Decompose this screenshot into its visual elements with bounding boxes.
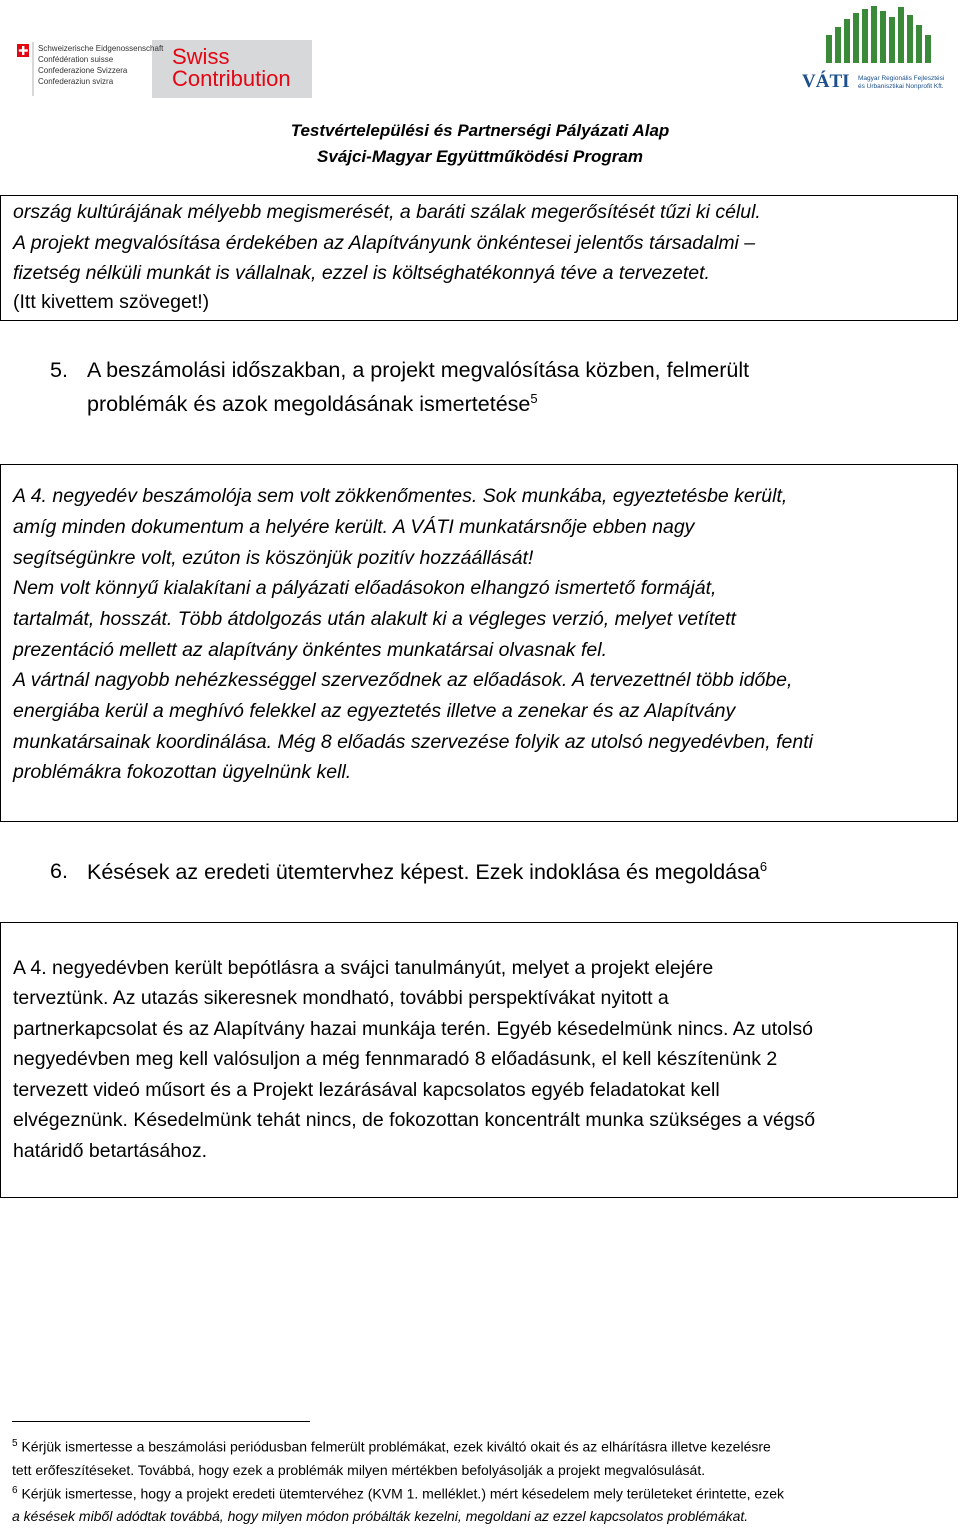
vati-subtitle	[858, 75, 944, 91]
wordmark-line1: Swiss	[172, 44, 230, 69]
confederation-line: Schweizerische Eidgenossenschaft	[38, 44, 164, 53]
footnote-text: Kérjük ismertesse a beszámolási periódusban felmerült problémákat, ezek kiváltó okait és az elhárításra illetve kezelésre	[21, 1438, 771, 1455]
vati-bars-graphic	[800, 5, 952, 65]
footnote-5-line2: tett erőfeszítéseket. Továbbá, hogy ezek a problémák milyen mértékben befolyásolják a projekt megvalósulását.	[12, 1462, 706, 1478]
vati-subtitle-line1: Magyar Regionális Fejlesztési	[858, 75, 945, 82]
vati-logo	[800, 5, 952, 100]
paragraph-line: partnerkapcsolat és az Alapítvány hazai munkája terén. Egyéb késedelmünk nincs. Az utolsó	[13, 1018, 813, 1040]
paragraph-line: elvégeznünk. Késedelmünk tehát nincs, de fokozottan koncentrált munka szükséges a végső	[13, 1109, 816, 1131]
vati-wordmark: VÁTI	[802, 71, 850, 92]
confederation-line: Confédération suisse	[38, 55, 114, 64]
section6-number: 6.	[50, 859, 68, 883]
paragraph-line: ország kultúrájának mélyebb megismerését, a baráti szálak megerősítését tűzi ki célul.	[13, 201, 761, 223]
footnote-separator	[12, 1421, 310, 1422]
swiss-contribution-logo	[14, 40, 312, 98]
paragraph-line: A 4. negyedév beszámolója sem volt zökkenőmentes. Sok munkába, egyeztetésbe került,	[13, 485, 788, 507]
footnote-5-line1	[12, 1438, 771, 1455]
footnote-number: 5	[12, 1438, 18, 1449]
section6-title-text: Késések az eredeti ütemtervhez képest. Ezek indoklása és megoldása	[87, 860, 760, 885]
wordmark-line2: Contribution	[172, 66, 291, 91]
paragraph-line: terveztünk. Az utazás sikeresnek mondható, további perspektívákat nyitott a	[13, 987, 669, 1009]
paragraph-line: tartalmát, hosszát. Több átdolgozás után alakult ki a végleges verzió, melyet vetített	[13, 608, 736, 630]
confederation-line: Confederaziun svizra	[38, 77, 114, 86]
confederation-line: Confederazione Svizzera	[38, 66, 128, 75]
footnote-text: Kérjük ismertesse, hogy a projekt eredeti ütemtervéhez (KVM 1. melléklet.) mért késedelem mely területeket érintette, ezek	[21, 1485, 784, 1502]
paragraph-line: amíg minden dokumentum a helyére került. A VÁTI munkatársnője ebben nagy	[13, 516, 695, 538]
header-title-line2: Svájci-Magyar Együttműködési Program	[317, 147, 643, 166]
previous-section-box	[0, 195, 958, 321]
footnote-6-line1	[12, 1485, 784, 1502]
paragraph-line: negyedévben meg kell valósuljon a még fennmaradó 8 előadásunk, el kell készítenünk 2	[13, 1048, 778, 1070]
section5-title-text: problémák és azok megoldásának ismertetése	[87, 392, 531, 417]
paragraph-line: problémákra fokozottan ügyelnünk kell.	[13, 761, 352, 783]
paragraph-line: A vártnál nagyobb nehézkességgel szerveződnek az előadások. A tervezettnél több időbe,	[13, 669, 793, 691]
paragraph-line: munkatársainak koordinálása. Még 8 előadás szervezése folyik az utolsó negyedévben, fenti	[13, 731, 813, 753]
paragraph-line: energiába kerül a meghívó felekkel az egyeztetés illetve a zenekar és az Alapítvány	[13, 700, 736, 722]
paragraph-line: határidő betartásához.	[13, 1140, 208, 1162]
header-title-line1: Testvértelepülési és Partnerségi Pályázati Alap	[290, 121, 670, 140]
section5-number: 5.	[50, 358, 68, 382]
confederation-names	[38, 43, 163, 87]
paragraph-line: A 4. negyedévben került bepótlásra a svájci tanulmányút, melyet a projekt elejére	[13, 957, 714, 979]
footnote-number: 6	[12, 1485, 18, 1496]
removed-text-note: (Itt kivettem szöveget!)	[13, 291, 210, 313]
paragraph-line: tervezett videó műsort és a Projekt lezárásával kapcsolatos egyéb feladatokat kell	[13, 1079, 720, 1101]
paragraph-line: prezentáció mellett az alapítvány önkéntes munkatársai olvasnak fel.	[13, 639, 607, 661]
section5-title-line1: A beszámolási időszakban, a projekt megvalósítása közben, felmerült	[87, 358, 750, 382]
paragraph-line: Nem volt könnyű kialakítani a pályázati előadásokon elhangzó ismertető formáját,	[13, 577, 717, 599]
section6-box	[0, 922, 958, 1198]
swiss-contribution-wordmark	[172, 46, 291, 90]
paragraph-line: segítségünkre volt, ezúton is köszönjük pozitív hozzáállását!	[13, 547, 534, 569]
section6-title	[87, 859, 767, 885]
paragraph-line: A projekt megvalósítása érdekében az Alapítványunk önkéntesei jelentős társadalmi –	[13, 232, 756, 254]
footnote-6-line2: a késések miből adódtak továbbá, hogy milyen módon próbálták kezelni, megoldani az ezzel kapcsolatos problémákat.	[12, 1508, 749, 1524]
footnote-ref-5[interactable]: 5	[530, 391, 538, 406]
section5-title-line2	[87, 391, 538, 417]
vati-subtitle-line2: és Urbanisztikai Nonprofit Kft.	[858, 83, 944, 90]
paragraph-line: fizetség nélküli munkát is vállalnak, ezzel is költséghatékonnyá téve a tervezetet.	[13, 262, 710, 284]
footnote-ref-6[interactable]: 6	[759, 859, 768, 874]
section5-box	[0, 464, 958, 822]
